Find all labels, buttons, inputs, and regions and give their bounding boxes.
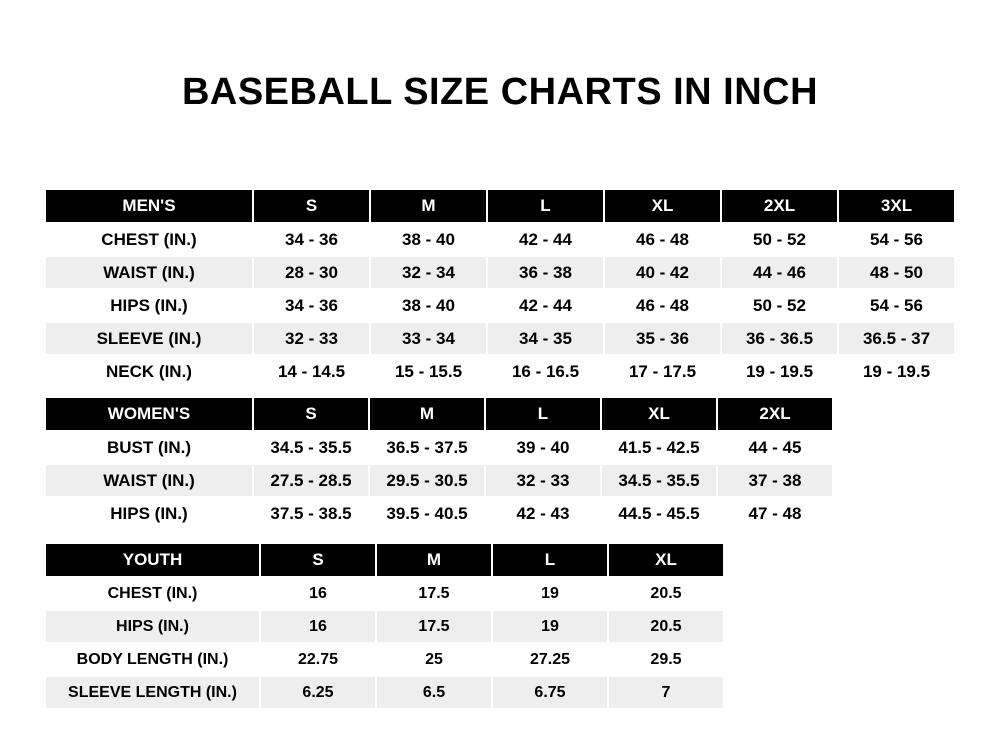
table-header-row bbox=[45, 397, 833, 431]
cell: 17.5 bbox=[376, 577, 492, 610]
youth-table-body bbox=[45, 577, 724, 709]
table-row bbox=[45, 289, 955, 322]
cell: 34.5 - 35.5 bbox=[253, 431, 369, 464]
mens-header-s: S bbox=[253, 189, 370, 223]
cell: 17 - 17.5 bbox=[604, 355, 721, 388]
cell: 42 - 44 bbox=[487, 223, 604, 256]
mens-header-l: L bbox=[487, 189, 604, 223]
cell: 32 - 33 bbox=[485, 464, 601, 497]
row-label: NECK (IN.) bbox=[45, 355, 253, 388]
cell: 15 - 15.5 bbox=[370, 355, 487, 388]
row-label: HIPS (IN.) bbox=[45, 289, 253, 322]
cell: 42 - 44 bbox=[487, 289, 604, 322]
row-label: WAIST (IN.) bbox=[45, 256, 253, 289]
youth-header-s: S bbox=[260, 543, 376, 577]
cell: 41.5 - 42.5 bbox=[601, 431, 717, 464]
womens-header-m: M bbox=[369, 397, 485, 431]
table-row bbox=[45, 610, 724, 643]
cell: 35 - 36 bbox=[604, 322, 721, 355]
cell: 40 - 42 bbox=[604, 256, 721, 289]
cell: 16 - 16.5 bbox=[487, 355, 604, 388]
mens-header-m: M bbox=[370, 189, 487, 223]
cell: 17.5 bbox=[376, 610, 492, 643]
cell: 19 bbox=[492, 577, 608, 610]
cell: 38 - 40 bbox=[370, 289, 487, 322]
cell: 44 - 46 bbox=[721, 256, 838, 289]
cell: 54 - 56 bbox=[838, 289, 955, 322]
cell: 34 - 36 bbox=[253, 289, 370, 322]
cell: 54 - 56 bbox=[838, 223, 955, 256]
table-header-row bbox=[45, 543, 724, 577]
row-label: CHEST (IN.) bbox=[45, 577, 260, 610]
womens-size-chart bbox=[44, 396, 834, 531]
row-label: HIPS (IN.) bbox=[45, 497, 253, 530]
womens-table-body bbox=[45, 431, 833, 530]
table-row bbox=[45, 431, 833, 464]
womens-header-xl: XL bbox=[601, 397, 717, 431]
cell: 39.5 - 40.5 bbox=[369, 497, 485, 530]
womens-table-header bbox=[45, 397, 833, 431]
cell: 36.5 - 37.5 bbox=[369, 431, 485, 464]
cell: 39 - 40 bbox=[485, 431, 601, 464]
table-row bbox=[45, 355, 955, 388]
table-row bbox=[45, 676, 724, 709]
cell: 42 - 43 bbox=[485, 497, 601, 530]
cell: 19 - 19.5 bbox=[838, 355, 955, 388]
cell: 50 - 52 bbox=[721, 223, 838, 256]
cell: 19 - 19.5 bbox=[721, 355, 838, 388]
youth-header-xl: XL bbox=[608, 543, 724, 577]
youth-header-label: YOUTH bbox=[45, 543, 260, 577]
cell: 28 - 30 bbox=[253, 256, 370, 289]
cell: 48 - 50 bbox=[838, 256, 955, 289]
table-row bbox=[45, 464, 833, 497]
table-row bbox=[45, 322, 955, 355]
cell: 37.5 - 38.5 bbox=[253, 497, 369, 530]
cell: 6.5 bbox=[376, 676, 492, 709]
cell: 34 - 36 bbox=[253, 223, 370, 256]
cell: 19 bbox=[492, 610, 608, 643]
cell: 46 - 48 bbox=[604, 223, 721, 256]
cell: 20.5 bbox=[608, 577, 724, 610]
cell: 44.5 - 45.5 bbox=[601, 497, 717, 530]
mens-header-label: MEN'S bbox=[45, 189, 253, 223]
mens-table-header bbox=[45, 189, 955, 223]
cell: 27.5 - 28.5 bbox=[253, 464, 369, 497]
womens-table bbox=[44, 396, 834, 531]
table-row bbox=[45, 497, 833, 530]
cell: 33 - 34 bbox=[370, 322, 487, 355]
womens-header-l: L bbox=[485, 397, 601, 431]
youth-table bbox=[44, 542, 725, 710]
mens-header-xl: XL bbox=[604, 189, 721, 223]
womens-header-s: S bbox=[253, 397, 369, 431]
cell: 44 - 45 bbox=[717, 431, 833, 464]
cell: 14 - 14.5 bbox=[253, 355, 370, 388]
row-label: HIPS (IN.) bbox=[45, 610, 260, 643]
cell: 6.75 bbox=[492, 676, 608, 709]
mens-table bbox=[44, 188, 956, 389]
cell: 22.75 bbox=[260, 643, 376, 676]
cell: 34 - 35 bbox=[487, 322, 604, 355]
cell: 25 bbox=[376, 643, 492, 676]
cell: 34.5 - 35.5 bbox=[601, 464, 717, 497]
cell: 36 - 36.5 bbox=[721, 322, 838, 355]
row-label: WAIST (IN.) bbox=[45, 464, 253, 497]
table-row bbox=[45, 643, 724, 676]
row-label: CHEST (IN.) bbox=[45, 223, 253, 256]
youth-header-m: M bbox=[376, 543, 492, 577]
cell: 46 - 48 bbox=[604, 289, 721, 322]
cell: 32 - 33 bbox=[253, 322, 370, 355]
mens-header-3xl: 3XL bbox=[838, 189, 955, 223]
cell: 27.25 bbox=[492, 643, 608, 676]
cell: 6.25 bbox=[260, 676, 376, 709]
cell: 32 - 34 bbox=[370, 256, 487, 289]
mens-size-chart bbox=[44, 188, 956, 389]
youth-size-chart bbox=[44, 542, 725, 710]
womens-header-2xl: 2XL bbox=[717, 397, 833, 431]
cell: 36 - 38 bbox=[487, 256, 604, 289]
cell: 7 bbox=[608, 676, 724, 709]
cell: 16 bbox=[260, 610, 376, 643]
table-row bbox=[45, 577, 724, 610]
mens-table-body bbox=[45, 223, 955, 388]
cell: 29.5 - 30.5 bbox=[369, 464, 485, 497]
table-row bbox=[45, 223, 955, 256]
row-label: BUST (IN.) bbox=[45, 431, 253, 464]
cell: 38 - 40 bbox=[370, 223, 487, 256]
cell: 37 - 38 bbox=[717, 464, 833, 497]
womens-header-label: WOMEN'S bbox=[45, 397, 253, 431]
page-title: BASEBALL SIZE CHARTS IN INCH bbox=[181, 71, 819, 113]
youth-header-l: L bbox=[492, 543, 608, 577]
youth-table-header bbox=[45, 543, 724, 577]
row-label: BODY LENGTH (IN.) bbox=[45, 643, 260, 676]
cell: 20.5 bbox=[608, 610, 724, 643]
cell: 50 - 52 bbox=[721, 289, 838, 322]
cell: 47 - 48 bbox=[717, 497, 833, 530]
cell: 36.5 - 37 bbox=[838, 322, 955, 355]
table-row bbox=[45, 256, 955, 289]
cell: 29.5 bbox=[608, 643, 724, 676]
cell: 16 bbox=[260, 577, 376, 610]
row-label: SLEEVE (IN.) bbox=[45, 322, 253, 355]
row-label: SLEEVE LENGTH (IN.) bbox=[45, 676, 260, 709]
mens-header-2xl: 2XL bbox=[721, 189, 838, 223]
table-header-row bbox=[45, 189, 955, 223]
